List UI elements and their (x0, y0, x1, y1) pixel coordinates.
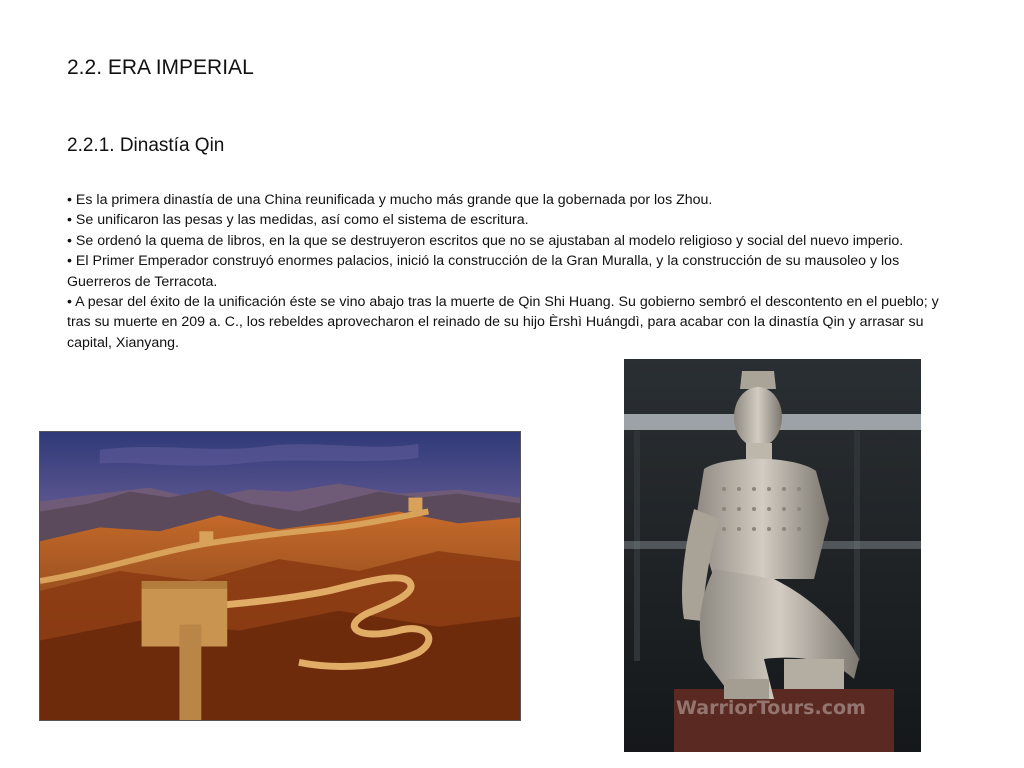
slide-subtitle: 2.2.1. Dinastía Qin (67, 135, 225, 156)
great-wall-photo (39, 431, 521, 721)
bullet-item: • Es la primera dinastía de una China reunificada y mucho más grande que la gobernada por los Zhou. (67, 190, 957, 210)
slide-title: 2.2. ERA IMPERIAL (67, 56, 254, 79)
bullet-item: • A pesar del éxito de la unificación éste se vino abajo tras la muerte de Qin Shi Huang. Su gobierno sembró el descontento en el pueblo; y tras su muerte en 209 a. C., los rebeldes aprovecharon el reinado de su hijo Èrshì Huángdì, para acabar con la dinastía Qin y arrasar su capital, Xianyang. (67, 292, 957, 353)
great-wall-illustration (40, 432, 520, 720)
photo-watermark: WarriorTours.com (676, 697, 866, 719)
bullet-item: • El Primer Emperador construyó enormes palacios, inició la construcción de la Gran Muralla, y la construcción de su mausoleo y los Guerreros de Terracota. (67, 251, 957, 292)
terracotta-warrior-photo (624, 359, 921, 752)
bullet-list (67, 190, 957, 353)
terracotta-warrior-illustration (624, 359, 921, 752)
bullet-item: • Se ordenó la quema de libros, en la que se destruyeron escritos que no se ajustaban al modelo religioso y social del nuevo imperio. (67, 231, 957, 251)
bullet-item: • Se unificaron las pesas y las medidas, así como el sistema de escritura. (67, 210, 957, 230)
